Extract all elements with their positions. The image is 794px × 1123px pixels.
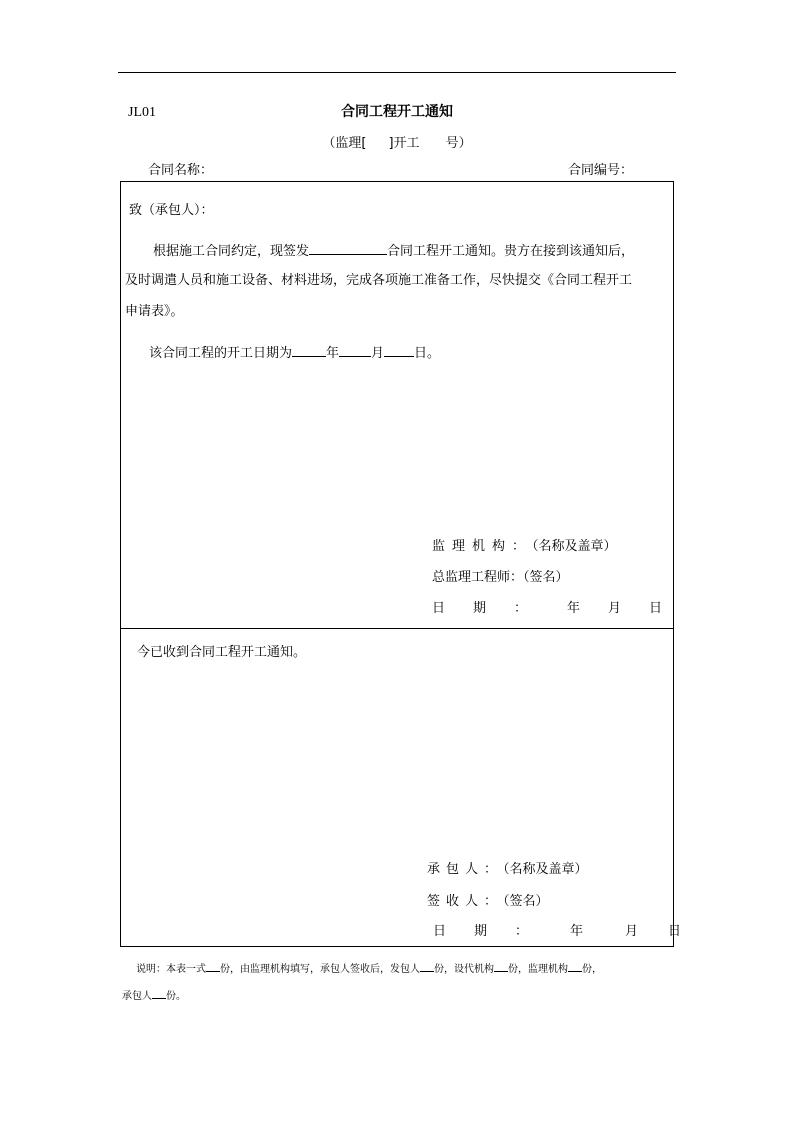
note-part-7: 份。 xyxy=(166,991,186,1002)
contractor-date-line xyxy=(433,925,681,938)
supervisor-org-label: 监理机构： xyxy=(432,539,533,554)
page-title: 合同工程开工通知 xyxy=(341,104,453,120)
contractor-date-year: 年 xyxy=(570,924,584,939)
notice-blank[interactable] xyxy=(309,242,387,255)
section-divider xyxy=(121,628,673,629)
footnote-line-1 xyxy=(136,962,602,975)
start-month-blank[interactable] xyxy=(339,344,371,357)
body-text-a: 根据施工合同约定，现签发 xyxy=(153,244,310,259)
received-statement: 今已收到合同工程开工通知。 xyxy=(137,645,307,660)
supervisor-org-value: （名称及盖章） xyxy=(532,539,617,554)
start-day-blank[interactable] xyxy=(384,344,414,357)
start-date-prefix: 该合同工程的开工日期为 xyxy=(149,346,293,361)
start-year-blank[interactable] xyxy=(292,344,326,357)
contractor-line xyxy=(427,863,588,876)
body-line-2: 及时调遣人员和施工设备、材料进场，完成各项施工准备工作，尽快提交《合同工程开工 xyxy=(125,273,633,288)
copies-total-blank[interactable] xyxy=(206,962,220,972)
copies-contractor-blank[interactable] xyxy=(152,989,166,999)
note-part-1: 说明：本表一式 xyxy=(136,964,206,975)
start-date-line xyxy=(149,344,440,360)
supervisor-org-line xyxy=(432,540,617,553)
copies-supervisor-blank[interactable] xyxy=(568,962,582,972)
doc-number-mid: ]开工 xyxy=(388,136,420,151)
form-code: JL01 xyxy=(128,105,156,120)
start-month-label: 月 xyxy=(371,346,385,361)
start-day-label: 日。 xyxy=(414,346,441,361)
supervisor-date-year: 年 xyxy=(567,601,581,616)
supervisor-date-line xyxy=(432,602,662,615)
signer-value: （签名） xyxy=(503,894,549,909)
chief-engineer-line xyxy=(432,571,569,584)
contractor-value: （名称及盖章） xyxy=(503,862,588,877)
supervisor-date-day: 日 xyxy=(649,601,663,616)
contractor-date-month: 月 xyxy=(625,924,639,939)
contractor-date-label: 日期： xyxy=(433,924,557,939)
doc-number-open: （监理[ xyxy=(322,136,367,151)
note-part-3: 份，设代机构 xyxy=(434,964,494,975)
note-part-6: 承包人 xyxy=(122,991,152,1002)
signer-label: 签收人： xyxy=(427,894,504,909)
note-part-2: 份，由监理机构填写，承包人签收后，发包人 xyxy=(220,964,420,975)
copies-design-blank[interactable] xyxy=(494,962,508,972)
contractor-date-day: 日 xyxy=(668,924,682,939)
contract-name-label: 合同名称： xyxy=(148,163,214,178)
supervisor-date-label: 日期： xyxy=(432,601,556,616)
top-rule xyxy=(118,72,676,73)
contract-number-label: 合同编号： xyxy=(568,163,634,178)
copies-owner-blank[interactable] xyxy=(420,962,434,972)
chief-engineer-label: 总监理工程师： xyxy=(432,570,524,585)
notice-form xyxy=(120,181,682,947)
note-part-4: 份，监理机构 xyxy=(508,964,568,975)
note-part-5: 份， xyxy=(582,964,602,975)
body-line-3: 申请表》。 xyxy=(125,304,184,319)
footnote-line-2 xyxy=(122,989,186,1002)
contractor-label: 承包人： xyxy=(427,862,504,877)
document-number xyxy=(0,137,794,150)
doc-number-close: 号） xyxy=(445,136,472,151)
body-line-1 xyxy=(153,242,634,258)
chief-engineer-value: （签名） xyxy=(523,570,569,585)
signer-line xyxy=(427,895,549,908)
start-year-label: 年 xyxy=(326,346,340,361)
body-text-b: 合同工程开工通知。贵方在接到该通知后， xyxy=(387,244,635,259)
supervisor-date-month: 月 xyxy=(608,601,622,616)
addressee: 致（承包人）： xyxy=(129,203,214,218)
